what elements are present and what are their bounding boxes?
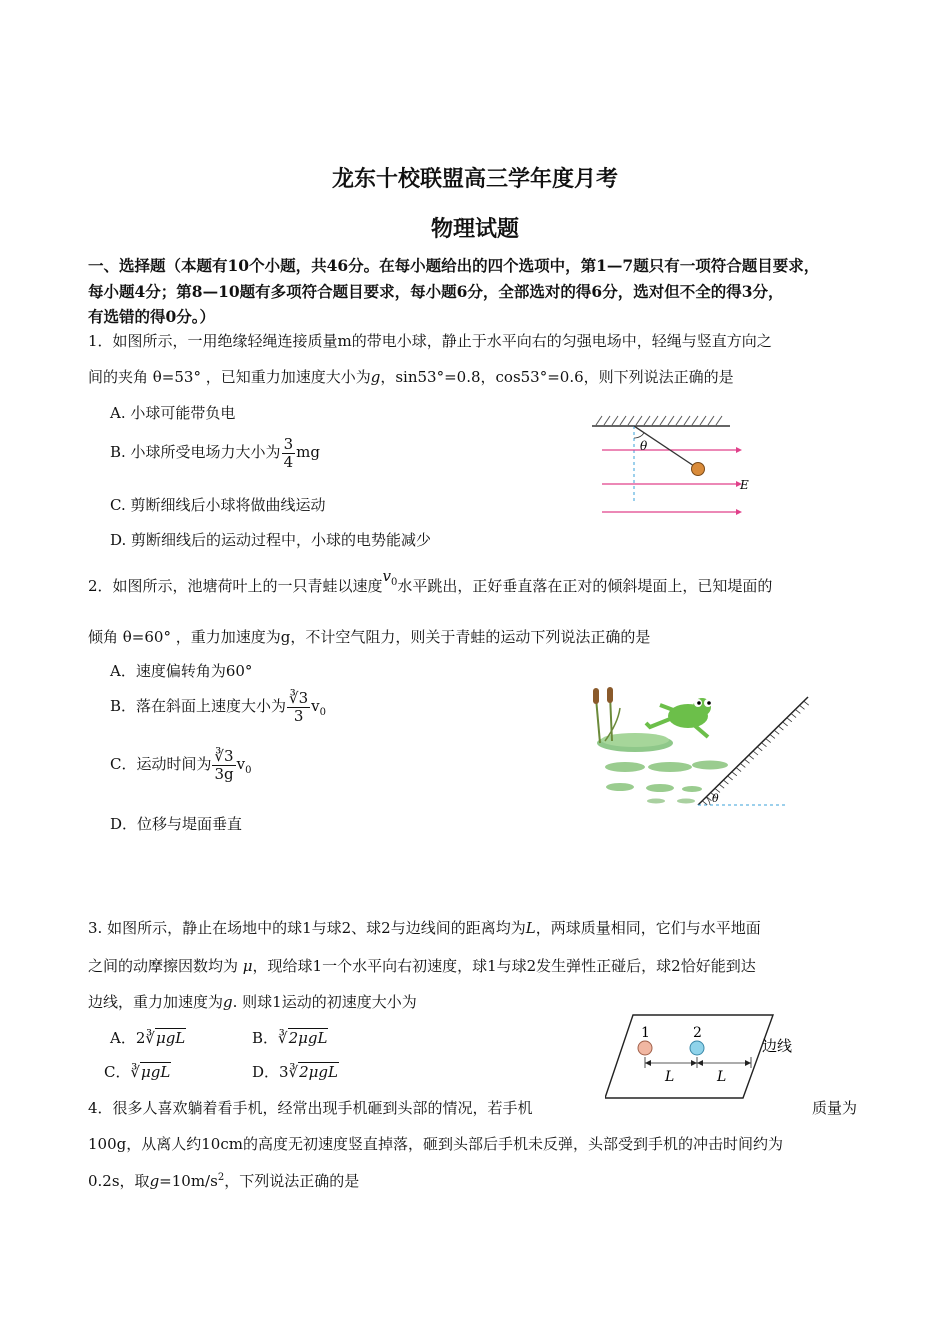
- exam-title: 龙东十校联盟高三学年度月考: [331, 166, 618, 192]
- section-heading-line1: 一、选择题（本题有10个小题，共46分。在每小题给出的四个选项中，第1—7题只有一项符合题目要求，: [88, 256, 820, 275]
- q2-option-a: A．速度偏转角为60°: [110, 662, 253, 680]
- q4-stem-line3: 0.2s，取$g=10m/s^2$，下列说法正确的是: [88, 1172, 360, 1190]
- slope-hatch-mark: [753, 751, 758, 755]
- q2-fig-theta: θ: [712, 792, 719, 805]
- q3-ball1: [638, 1041, 652, 1055]
- q3-fig-sideline-label: 边线: [762, 1037, 793, 1055]
- q1-fig-theta: θ: [640, 439, 648, 453]
- q1-option-a: A. 小球可能带负电: [110, 404, 236, 422]
- slope-hatch-mark: [723, 780, 728, 784]
- slope-hatch-mark: [757, 747, 762, 751]
- q1-option-c: C. 剪断细线后小球将做曲线运动: [110, 496, 326, 514]
- slope-hatch-mark: [745, 759, 750, 763]
- q3-fig-l2: L: [717, 1069, 727, 1085]
- q2-stem-line2: 倾角 θ=60° ，重力加速度为g，不计空气阻力，则关于青蛙的运动下列说法正确的是: [88, 628, 651, 646]
- q3-fig-ball2-label: 2: [693, 1025, 702, 1041]
- q3-ball2: [690, 1041, 704, 1055]
- q1-option-d: D. 剪断细线后的运动过程中，小球的电势能减少: [110, 531, 432, 549]
- slope-hatch-mark: [804, 701, 809, 705]
- q3-stem-line1: 3. 如图所示，静止在场地中的球1与球2、球2与边线间的距离均为L，两球质量相同，它们与水平地面: [88, 919, 761, 937]
- slope-hatch-mark: [774, 730, 779, 734]
- q3-stem-line2: 之间的动摩擦因数均为 μ，现给球1一个水平向右初速度，球1与球2发生弹性正碰后，球2恰好能到达: [88, 957, 756, 975]
- q3-fig-ball1-label: 1: [641, 1025, 650, 1041]
- q1-stem-line2: 间的夹角 θ=53° ，已知重力加速度大小为g，sin53°=0.8，cos53°=0.6，则下列说法正确的是: [88, 368, 734, 386]
- q2-option-d: D．位移与堤面垂直: [110, 815, 243, 833]
- q1-fig-e-label: E: [740, 478, 749, 492]
- q2-slope-hatch: [702, 701, 809, 805]
- section-heading-line3: 有选错的得0分。）: [88, 307, 216, 326]
- q2-stem-line1: 2．如图所示，池塘荷叶上的一只青蛙以速度$v_0$水平跳出，正好垂直落在正对的倾斜堤面上，已知堤面的: [88, 567, 773, 595]
- slope-hatch-mark: [770, 734, 775, 738]
- q1-option-b: B. 小球所受电场力大小为 $\frac{3}{4}$ mg: [110, 435, 320, 471]
- q1-stem-line1: 1．如图所示，一用绝缘轻绳连接质量m的带电小球，静止于水平向右的匀强电场中，轻绳与竖直方向之: [88, 332, 772, 350]
- slope-hatch-mark: [732, 772, 737, 776]
- q4-stem-line1a: 4．很多人喜欢躺着看手机，经常出现手机砸到头部的情况，若手机: [88, 1099, 533, 1117]
- slope-hatch-mark: [795, 709, 800, 713]
- q1-pendulum-figure: [590, 412, 760, 522]
- slope-hatch-mark: [736, 768, 741, 772]
- q3-option-c: C．∛μgL: [104, 1063, 171, 1081]
- slope-hatch-mark: [749, 755, 754, 759]
- section-heading-line2: 每小题4分；第8—10题有多项符合题目要求，每小题6分，全部选对的得6分，选对但不全的得3分，: [88, 282, 784, 301]
- slope-hatch-mark: [791, 714, 796, 718]
- slope-hatch-mark: [719, 784, 724, 788]
- slope-hatch-mark: [702, 801, 707, 805]
- slope-hatch-mark: [740, 763, 745, 767]
- q4-stem-line1b: 质量为: [812, 1099, 858, 1117]
- q3-court-figure: [605, 1012, 805, 1104]
- q4-stem-line2: 100g，从离人约10cm的高度无初速度竖直掉落，砸到头部后手机未反弹，头部受到手机的冲击时间约为: [88, 1135, 783, 1153]
- slope-hatch-mark: [787, 718, 792, 722]
- q3-option-a: A．2∛μgL: [110, 1029, 186, 1047]
- q2-frog-figure: [590, 683, 815, 808]
- q3-fig-l1: L: [665, 1069, 675, 1085]
- slope-hatch-mark: [800, 705, 805, 709]
- slope-hatch-mark: [728, 776, 733, 780]
- q3-stem-line3: 边线，重力加速度为g. 则球1运动的初速度大小为: [88, 993, 417, 1011]
- exam-subtitle: 物理试题: [430, 216, 519, 242]
- slope-hatch-mark: [766, 739, 771, 743]
- q2-option-b: B．落在斜面上速度大小为 $\frac{∛3}{3}$ $v_0$: [110, 689, 326, 725]
- q3-option-d: D．3∛2μgL: [252, 1063, 338, 1081]
- q2-option-c: C．运动时间为 $\frac{∛3}{3g}$ $v_0$: [110, 747, 252, 783]
- slope-hatch-mark: [778, 726, 783, 730]
- q3-option-b: B．∛2μgL: [252, 1029, 328, 1047]
- slope-hatch-mark: [761, 743, 766, 747]
- slope-hatch-mark: [783, 722, 788, 726]
